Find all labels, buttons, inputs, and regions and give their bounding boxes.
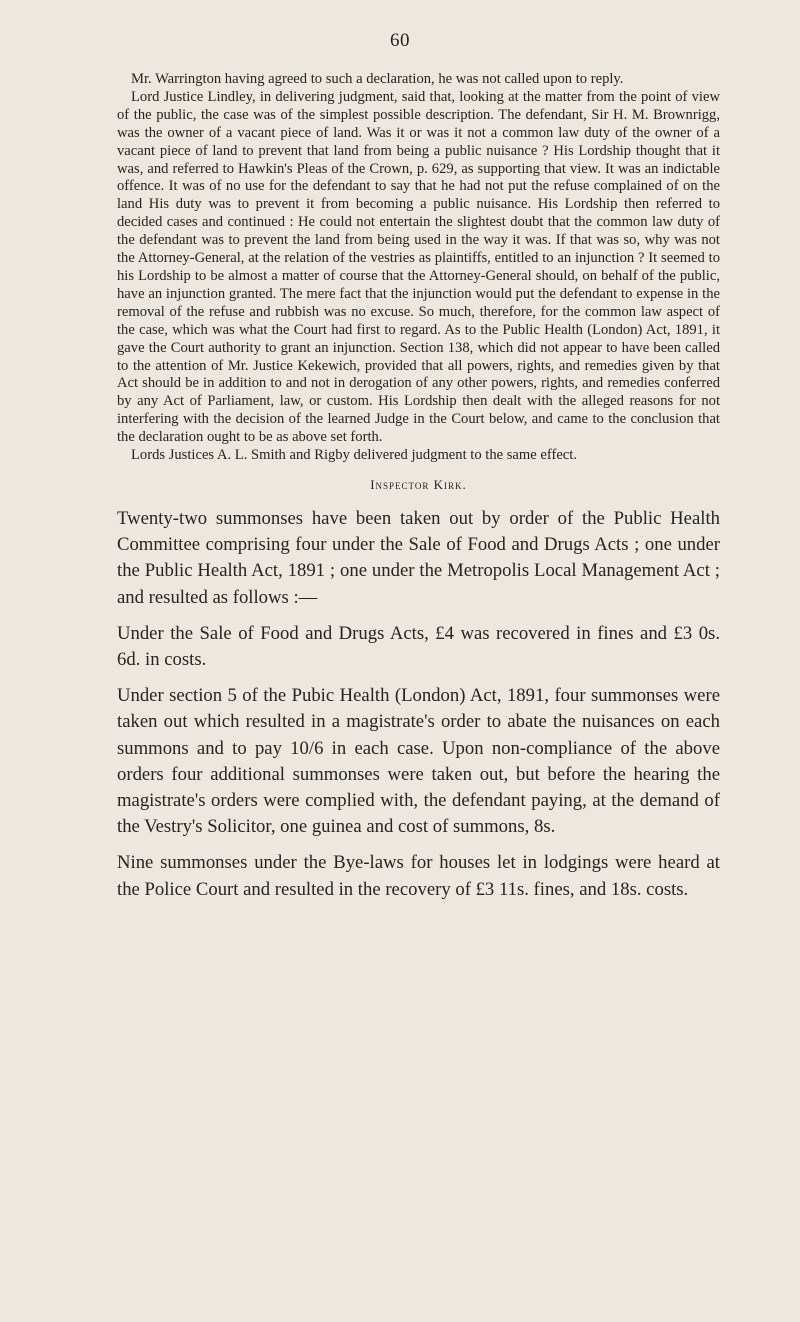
law-report-section — [117, 71, 720, 913]
law-report-paragraph: Lords Justices A. L. Smith and Rigby delivered judgment to the same effect. — [131, 447, 577, 464]
inspector-report-section — [117, 506, 720, 903]
report-paragraph: Nine summonses under the Bye-laws for houses let in lodgings were heard at the Police Court and resulted in the recovery of £3 11s. fines, and 18s. costs. — [117, 852, 720, 900]
law-report-paragraph: Lord Justice Lindley, in delivering judgment, said that, looking at the matter from the point of view of the public, the case was of the simplest possible description. The defendant, Sir H. M. Brownrigg, was the owner of a vacant piece of land. Was it or was it not a common law duty of the owner of a vacant piece of land to prevent that land from being a public nuisance ? His Lordship thought that it was, and referred to Hawkin's Pleas of the Crown, p. 629, as supporting that view. It was an indictable offence. It was of no use for the defendant to say that he had not put the refuse complained of on the land His duty was to prevent it from becoming a public nuisance. His Lordship then referred to decided cases and continued : He could not entertain the slightest doubt that the common law duty of the defendant was to prevent the land from being used in the way it was. If that was so, why was not the Attorney-General, at the relation of the vestries as plaintiffs, entitled to an injunction ? It seemed to his Lordship to be almost a matter of course that the Attorney-General should, on behalf of the public, have an injunction granted. The mere fact that the injunction would put the defendant to expense in the removal of the refuse and rubbish was no excuse. So much, therefore, for the common law aspect of the case, which was what the Court had first to regard. As to the Public Health (London) Act, 1891, it gave the Court authority to grant an injunction. Section 138, which did not appear to have been called to the attention of Mr. Justice Kekewich, provided that all powers, rights, and remedies given by that Act should be in addition to and not in derogation of any other powers, rights, and remedies conferred by any Act of Parliament, law, or custom. His Lordship then dealt with the alleged reasons for not interfering with the decision of the learned Judge in the Court below, and came to the conclusion that the declaration ought to be as above set forth. — [117, 88, 720, 446]
law-report-paragraph: Mr. Warrington having agreed to such a declaration, he was not called upon to reply. — [131, 71, 624, 87]
section-heading: Inspector Kirk. — [370, 476, 467, 492]
report-paragraph: Under the Sale of Food and Drugs Acts, £4 was recovered in fines and £3 0s. 6d. in costs. — [117, 622, 720, 670]
report-paragraph: Twenty-two summonses have been taken out by order of the Public Health Committee comprising four under the Sale of Food and Drugs Acts ; one under the Public Health Act, 1891 ; one under the Metropolis Local Management Act ; and resulted as follows :— — [117, 507, 720, 608]
page-number: 60 — [390, 30, 410, 51]
report-paragraph: Under section 5 of the Pubic Health (London) Act, 1891, four summonses were taken out which resulted in a magistrate's order to abate the nuisances on each summons and to pay 10/6 in each case. Upon non-compliance of the above orders four additional summonses were taken out, but before the hearing the magistrate's orders were complied with, the defendant paying, at the demand of the Vestry's Solicitor, one guinea and cost of summons, 8s. — [117, 685, 720, 838]
